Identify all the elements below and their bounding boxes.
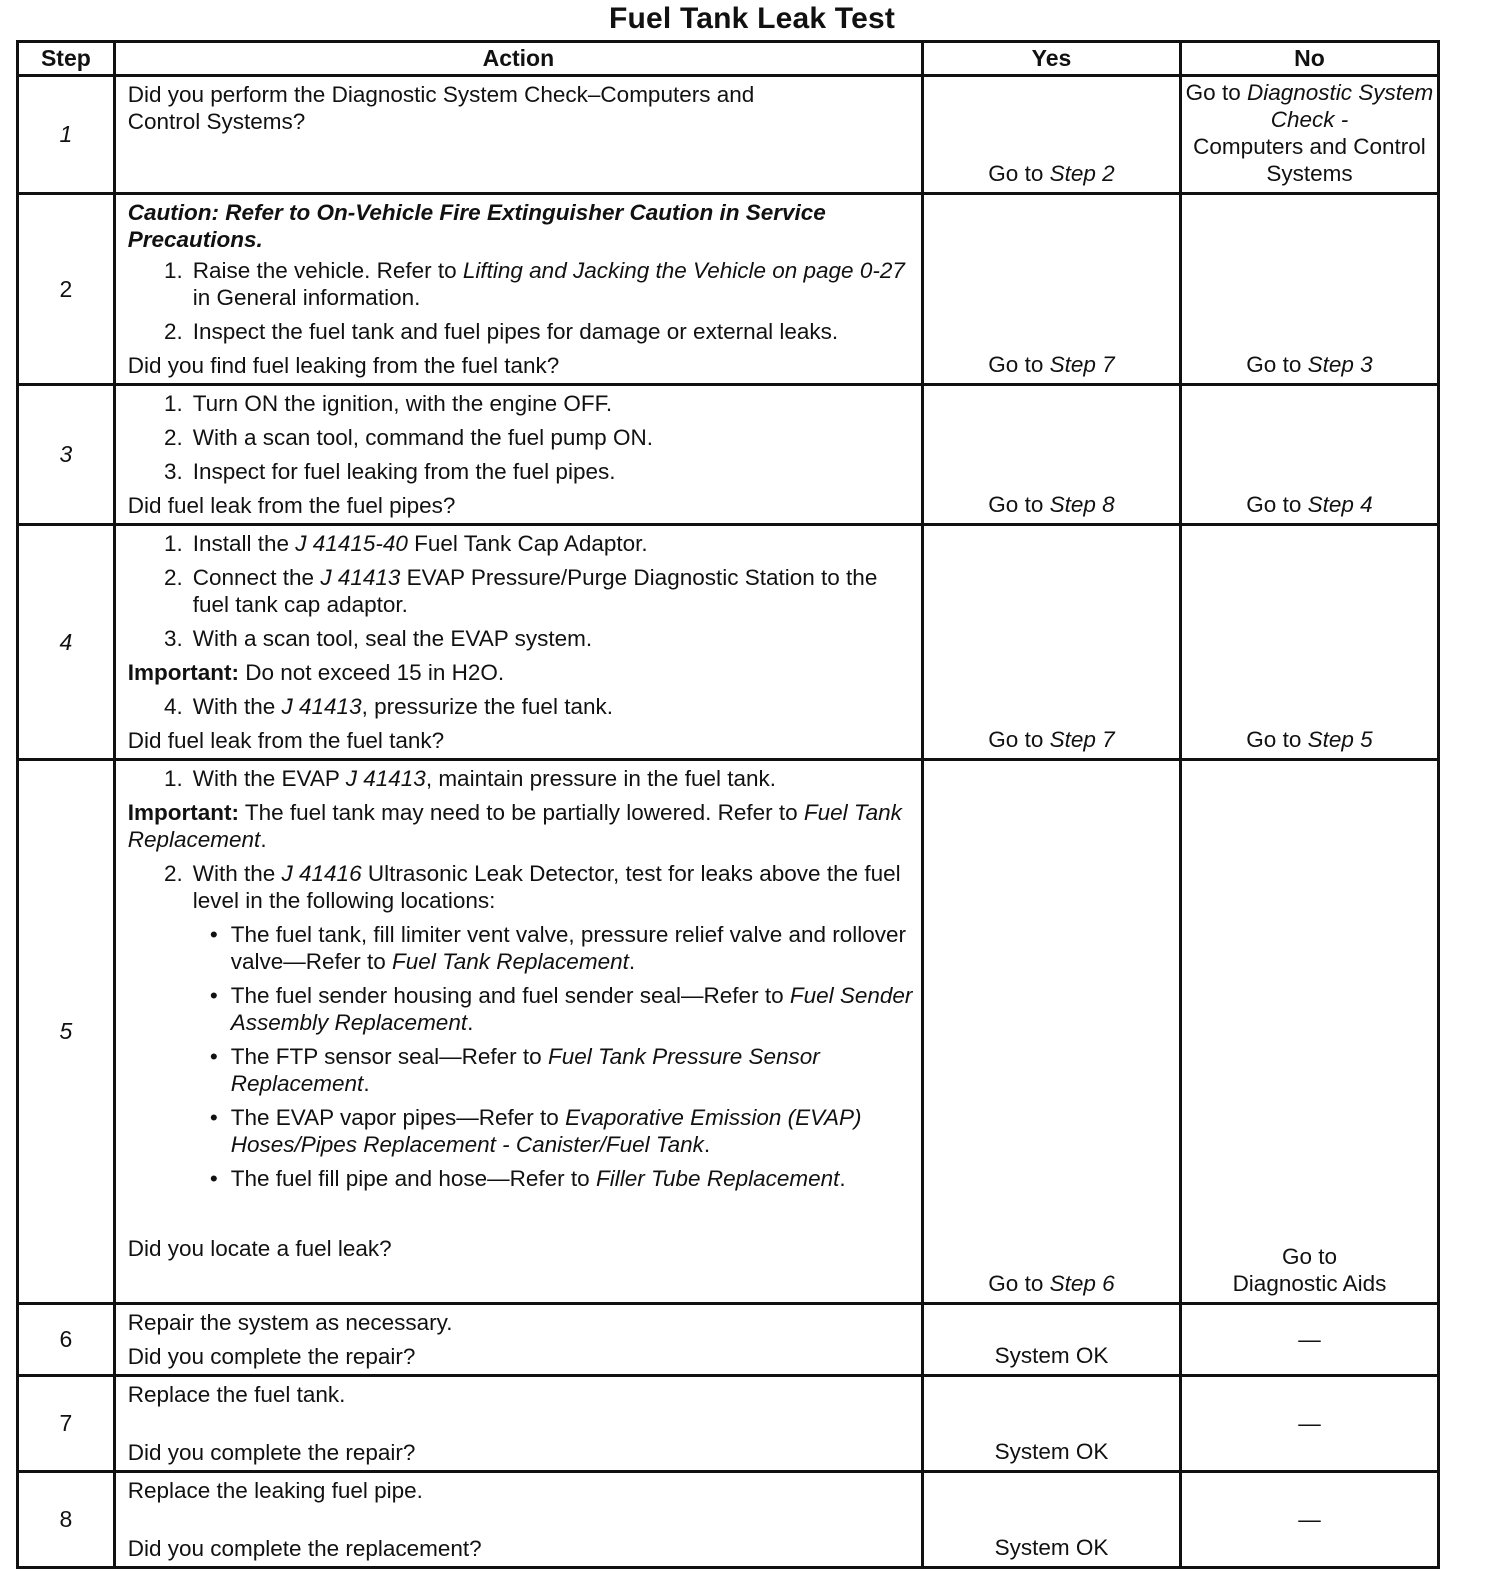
step-item: 2. Connect the J 41413 EVAP Pressure/Purge Diagnostic Station to the fuel tank cap adaptor. [163,565,878,617]
list-item: • The FTP sensor seal—Refer to Fuel Tank Pressure Sensor Replacement. [128,1043,915,1097]
step-number: 7 [18,1376,115,1472]
yes-cell: Go to Step 6 [922,760,1180,1304]
step-item: 2. With the J 41416 Ultrasonic Leak Detector, test for leaks above the fuel level in the following locations: [163,861,901,913]
tool-ref: J 41413 [345,766,426,791]
table-row [18,760,1439,1304]
action-text: Replace the leaking fuel pipe. [127,1478,423,1503]
doc-ref: Lifting and Jacking the Vehicle on page 0-27 [462,258,905,283]
step-ref: Step 5 [1307,727,1373,752]
no-cell: Go to Step 4 [1180,385,1438,525]
doc-ref: Filler Tube Replacement [595,1166,840,1191]
step-item: 1. Turn ON the ignition, with the engine OFF. [163,391,613,416]
bullet-icon: • [209,983,218,1008]
step-number: 2 [18,194,115,385]
question: Did you complete the replacement? [127,1536,482,1561]
action-cell [114,1472,922,1568]
no-cell: Go to Step 3 [1180,194,1438,385]
step-ref: Step 2 [1049,161,1115,186]
doc-ref: Fuel Tank Pressure Sensor Replacement [230,1044,820,1096]
table-row [18,525,1439,760]
bullet-icon: • [209,922,218,947]
table-row [18,1376,1439,1472]
no-cell: Go to Diagnostic Aids [1180,760,1438,1304]
step-number: 6 [18,1304,115,1376]
go-to-label: Go to [1185,80,1241,105]
doc-ref-rest: Computers and Control Systems [1193,134,1426,186]
table-header-row [18,42,1439,76]
yes-cell: Go to Step 7 [922,525,1180,760]
action-cell [114,525,922,760]
question: Did you complete the repair? [127,1440,416,1465]
table-row [18,1472,1439,1568]
tool-ref: J 41415-40 [295,531,408,556]
step-item: 1. With the EVAP J 41413, maintain pressure in the fuel tank. [163,766,777,791]
step-number: 4 [18,525,115,760]
doc-ref: Fuel Tank Replacement [392,949,629,974]
list-item: • The fuel fill pipe and hose—Refer to Filler Tube Replacement. [128,1165,915,1192]
step-item: 1. Raise the vehicle. Refer to Lifting and Jacking the Vehicle on page 0-27 in General information. [163,258,905,310]
action-cell [114,385,922,525]
important-note: Important: The fuel tank may need to be partially lowered. Refer to Fuel Tank Replacement. [127,800,902,852]
step-number: 3 [18,385,115,525]
bullet-icon: • [209,1105,218,1130]
yes-cell [922,76,1180,194]
no-cell [1180,76,1438,194]
step-item: 2. With a scan tool, command the fuel pump ON. [163,425,653,450]
caution-note: Caution: Refer to On-Vehicle Fire Extinguisher Caution in Service Precautions. [127,200,826,252]
step-item: 4. With the J 41413, pressurize the fuel tank. [163,694,613,719]
action-cell [114,1376,922,1472]
doc-ref: Fuel Tank Replacement [127,800,902,852]
step-ref: Step 4 [1307,492,1373,517]
step-number: 8 [18,1472,115,1568]
step-item: 3. With a scan tool, seal the EVAP system. [163,626,593,651]
header-no: No [1180,42,1438,76]
yes-cell: System OK [922,1304,1180,1376]
list-item: • The fuel sender housing and fuel sender seal—Refer to Fuel Sender Assembly Replacement. [128,982,915,1036]
yes-cell: System OK [922,1472,1180,1568]
step-ref: Step 7 [1049,352,1115,377]
step-item: 3. Inspect for fuel leaking from the fuel pipes. [163,459,616,484]
tool-ref: J 41413 [320,565,401,590]
bullet-icon: • [209,1044,218,1069]
question: Did you locate a fuel leak? [127,1236,392,1261]
action-text: Replace the fuel tank. [127,1382,346,1407]
question: Did fuel leak from the fuel pipes? [127,493,456,518]
question: Did you find fuel leaking from the fuel tank? [127,353,560,378]
go-to-label: Go to [988,161,1044,186]
step-item: 2. Inspect the fuel tank and fuel pipes for damage or external leaks. [163,319,839,344]
table-row [18,385,1439,525]
table-row [18,194,1439,385]
important-note: Important: Do not exceed 15 in H2O. [127,660,505,685]
doc-ref: Diagnostic System Check - [1246,80,1434,132]
yes-cell: Go to Step 7 [922,194,1180,385]
action-cell [114,1304,922,1376]
header-action: Action [114,42,922,76]
step-ref: Step 3 [1307,352,1373,377]
diagnostic-table [16,40,1440,1569]
header-step: Step [18,42,115,76]
yes-cell: System OK [922,1376,1180,1472]
doc-ref: Evaporative Emission (EVAP) Hoses/Pipes Replacement - Canister/Fuel Tank [230,1105,862,1157]
action-text: Repair the system as necessary. [127,1310,453,1335]
question: Did you complete the repair? [127,1344,416,1369]
tool-ref: J 41413 [281,694,362,719]
step-ref: Step 7 [1049,727,1115,752]
action-cell [114,760,922,1304]
step-ref: Step 8 [1049,492,1115,517]
step-ref: Step 6 [1049,1271,1115,1296]
bullet-icon: • [209,1166,218,1191]
doc-ref: Diagnostic Aids [1232,1271,1387,1296]
action-cell [114,76,922,194]
doc-ref: Fuel Sender Assembly Replacement [230,983,913,1035]
no-cell: — [1180,1376,1438,1472]
table-row [18,1304,1439,1376]
question: Did you perform the Diagnostic System Check–Computers and Control Systems? [127,82,755,134]
tool-ref: J 41416 [281,861,362,886]
list-item: • The EVAP vapor pipes—Refer to Evaporative Emission (EVAP) Hoses/Pipes Replacement - Canister/Fuel Tank. [128,1104,915,1158]
header-yes: Yes [922,42,1180,76]
question: Did fuel leak from the fuel tank? [127,728,445,753]
step-number: 1 [18,76,115,194]
no-cell: Go to Step 5 [1180,525,1438,760]
step-number: 5 [18,760,115,1304]
table-row [18,76,1439,194]
list-item: • The fuel tank, fill limiter vent valve, pressure relief valve and rollover valve—Refer to Fuel Tank Replacement. [128,921,915,975]
no-cell: — [1180,1472,1438,1568]
yes-cell: Go to Step 8 [922,385,1180,525]
step-item: 1. Install the J 41415-40 Fuel Tank Cap Adaptor. [163,531,648,556]
page-title: Fuel Tank Leak Test [608,2,896,35]
no-cell: — [1180,1304,1438,1376]
action-cell [114,194,922,385]
